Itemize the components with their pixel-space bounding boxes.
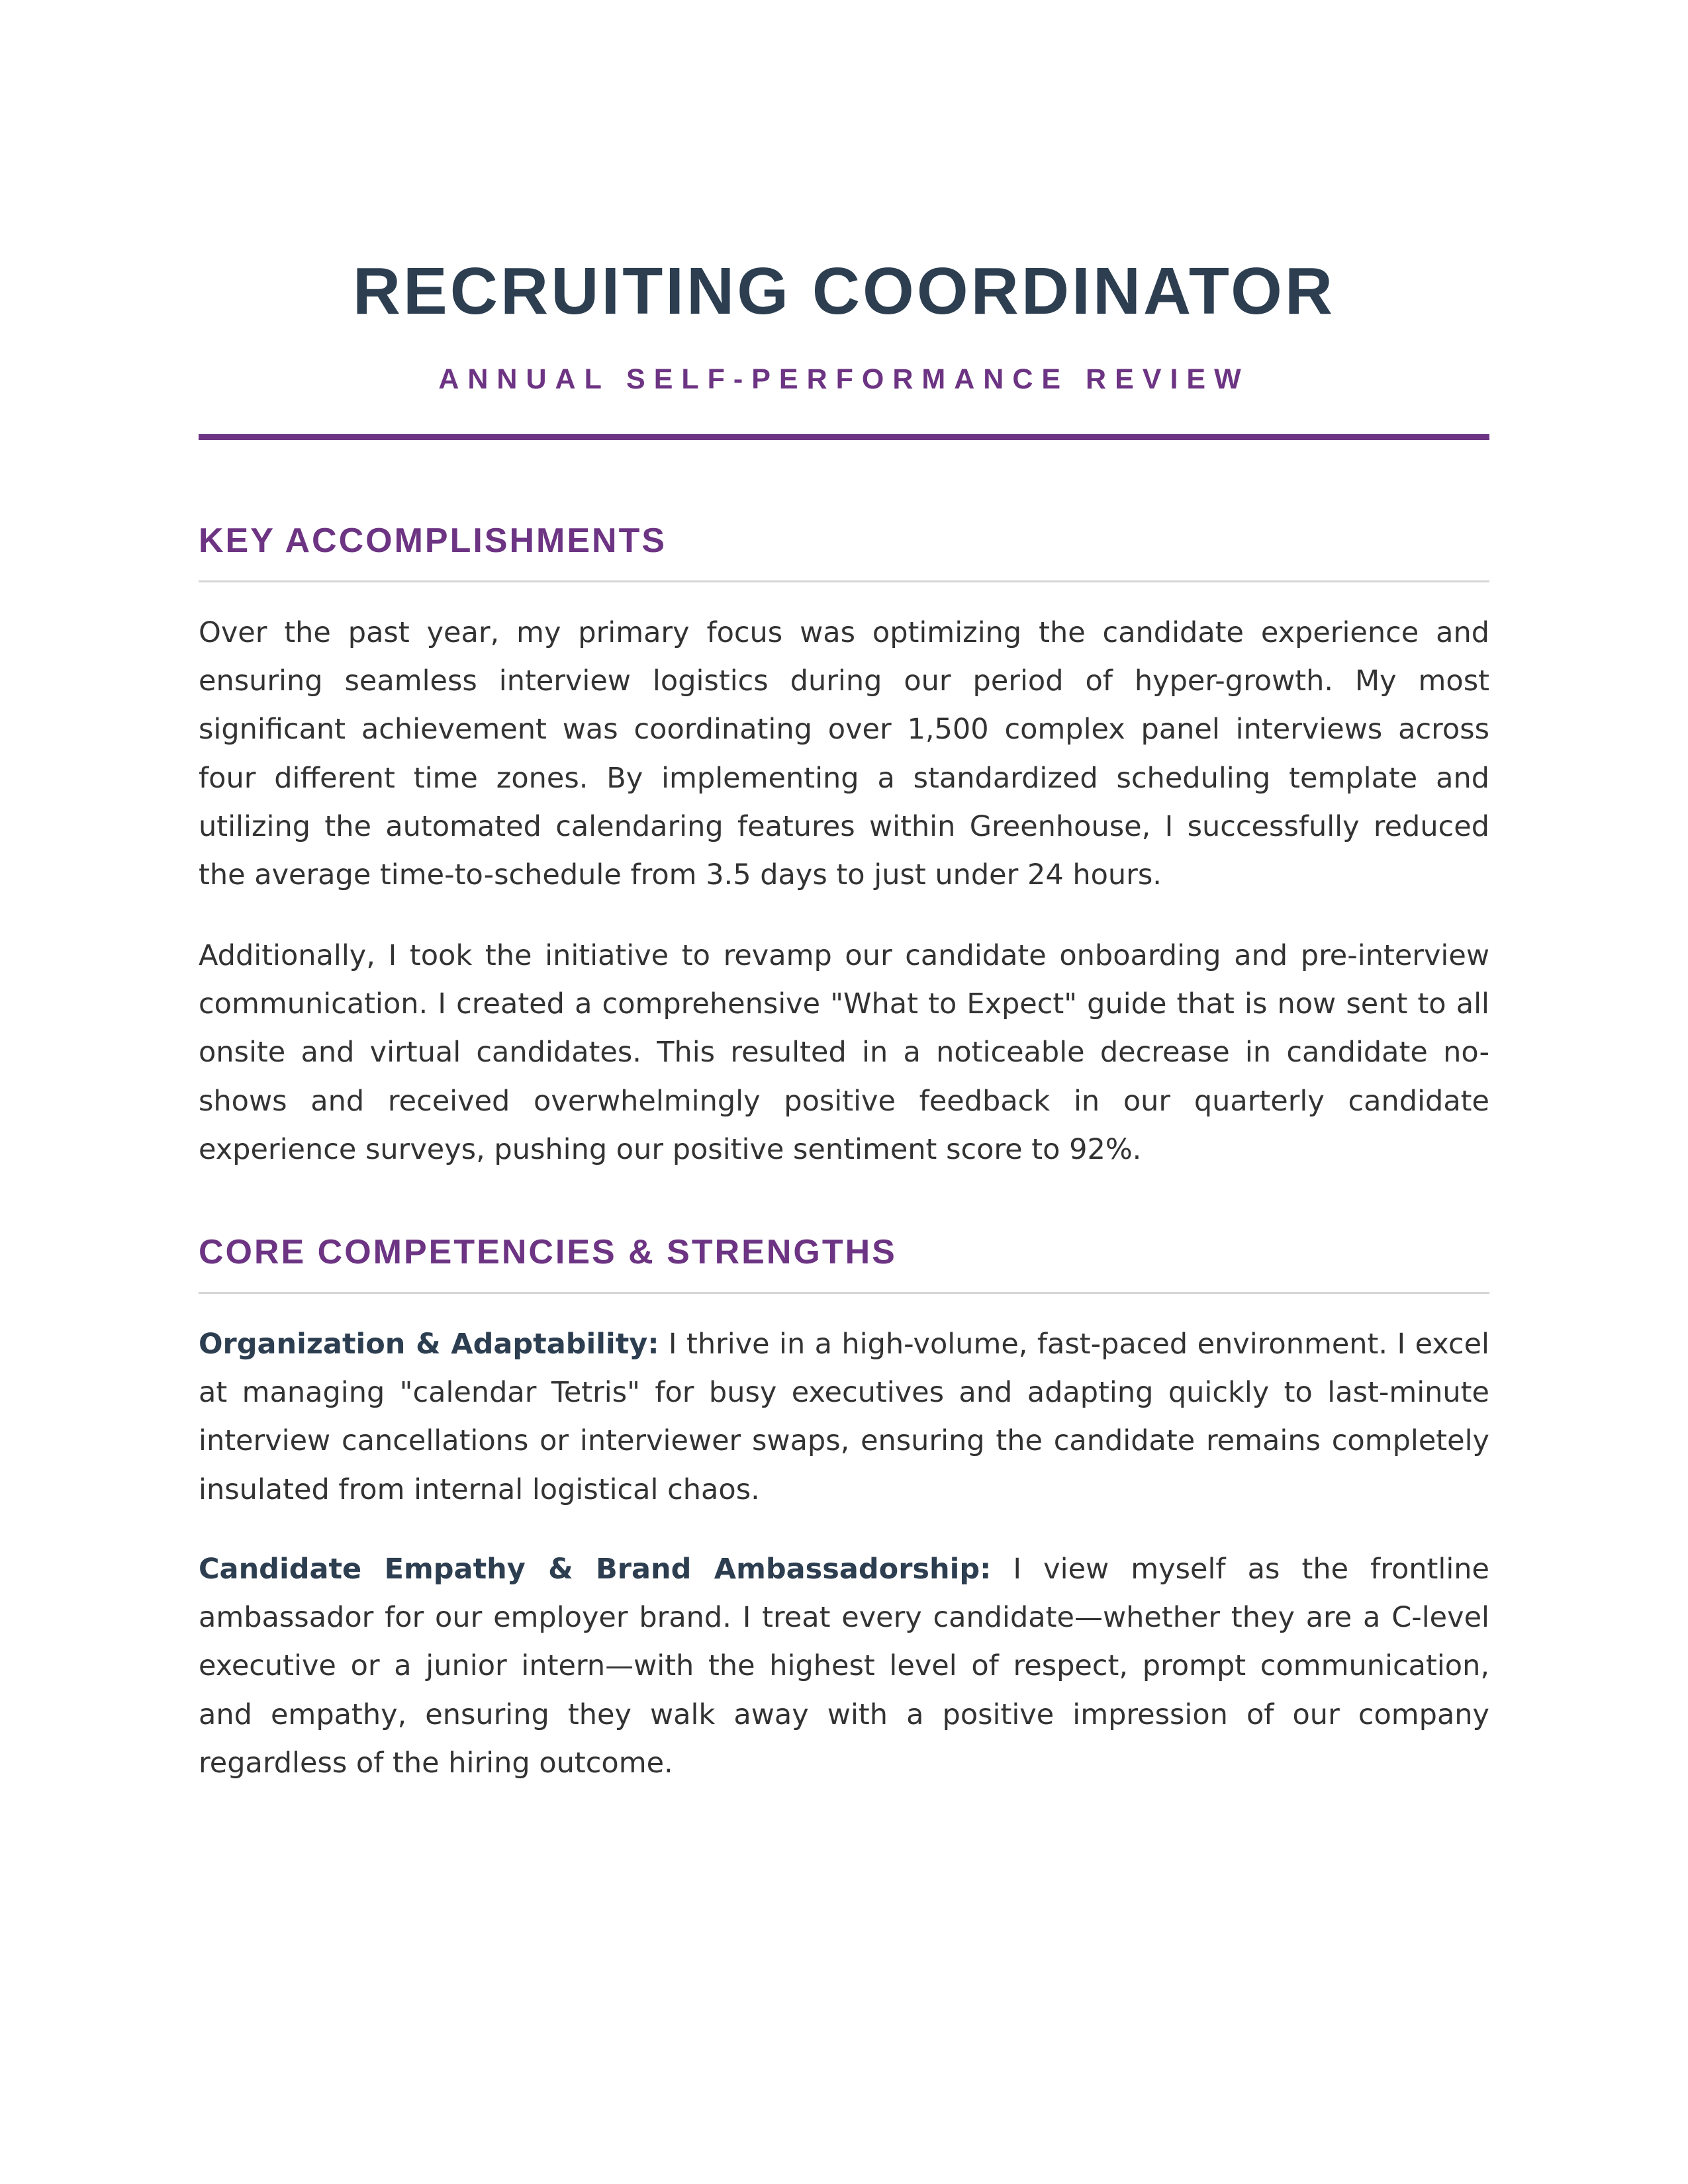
competency-label: Organization & Adaptability: <box>199 1328 659 1361</box>
paragraph-text: Additionally, I took the initiative to revamp our candidate onboarding and pre-interview communication. I created a comprehensive "What to Expect" guide that is now sent to all onsite and virtual candidates. This resulted in a noticeable decrease in candidate no-shows and received overwhelmingly positive feedback in our quarterly candidate experience surveys, pushing our positive sentiment score to 92%. <box>199 939 1489 1166</box>
section-heading-key-accomplishments: KEY ACCOMPLISHMENTS <box>199 522 667 560</box>
section-heading-core-competencies: CORE COMPETENCIES & STRENGTHS <box>199 1233 897 1271</box>
accomplishments-paragraph-2 <box>199 932 1489 1174</box>
document-title: RECRUITING COORDINATOR <box>352 254 1336 328</box>
document-subtitle: ANNUAL SELF-PERFORMANCE REVIEW <box>438 363 1250 395</box>
competency-text: I thrive in a high-volume, fast-paced environment. I excel at managing "calendar Tetris" for busy executives and adapting quickly to last-minute interview cancellations or interviewer swaps, ensuring the candidate remains completely insulated from internal logistical chaos. <box>199 1328 1490 1506</box>
competency-text: I view myself as the frontline ambassador for our employer brand. I treat every candidate—whether they are a C-level executive or a junior intern—with the highest level of respect, prompt communication, and empathy, ensuring they walk away with a positive impression of our company regardless of the hiring outcome. <box>199 1553 1490 1780</box>
section-divider <box>199 1292 1489 1294</box>
competency-label: Candidate Empathy & Brand Ambassadorship: <box>199 1553 992 1586</box>
paragraph-text: Over the past year, my primary focus was optimizing the candidate experience and ensuring seamless interview logistics during our period of hyper-growth. My most significant achievement was coordinating over 1,500 complex panel interviews across four different time zones. By implementing a standardized scheduling template and utilizing the automated calendaring features within Greenhouse, I successfully reduced the average time-to-schedule from 3.5 days to just under 24 hours. <box>199 616 1489 892</box>
header-divider <box>199 434 1489 440</box>
section-divider <box>199 580 1489 582</box>
competency-organization <box>199 1320 1489 1514</box>
competency-candidate-empathy <box>199 1545 1489 1788</box>
accomplishments-paragraph-1 <box>199 609 1489 899</box>
